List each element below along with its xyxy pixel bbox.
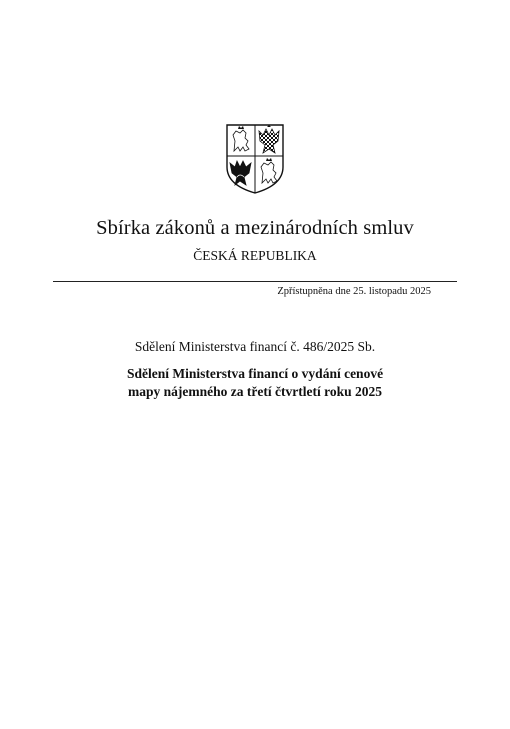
document-number: Sdělení Ministerstva financí č. 486/2025 Sb.	[134, 339, 376, 354]
header-divider	[53, 281, 457, 282]
published-date: Zpřístupněna dne 25. listopadu 2025	[277, 286, 431, 297]
document-title	[105, 365, 405, 401]
document-title-line: mapy nájemného za třetí čtvrtletí roku 2025	[128, 384, 382, 399]
czech-coat-of-arms-icon	[225, 123, 285, 195]
country-name: ČESKÁ REPUBLIKA	[193, 248, 317, 263]
journal-title: Sbírka zákonů a mezinárodních smluv	[96, 217, 414, 239]
document-title-line: Sdělení Ministerstva financí o vydání cenové	[126, 366, 384, 381]
